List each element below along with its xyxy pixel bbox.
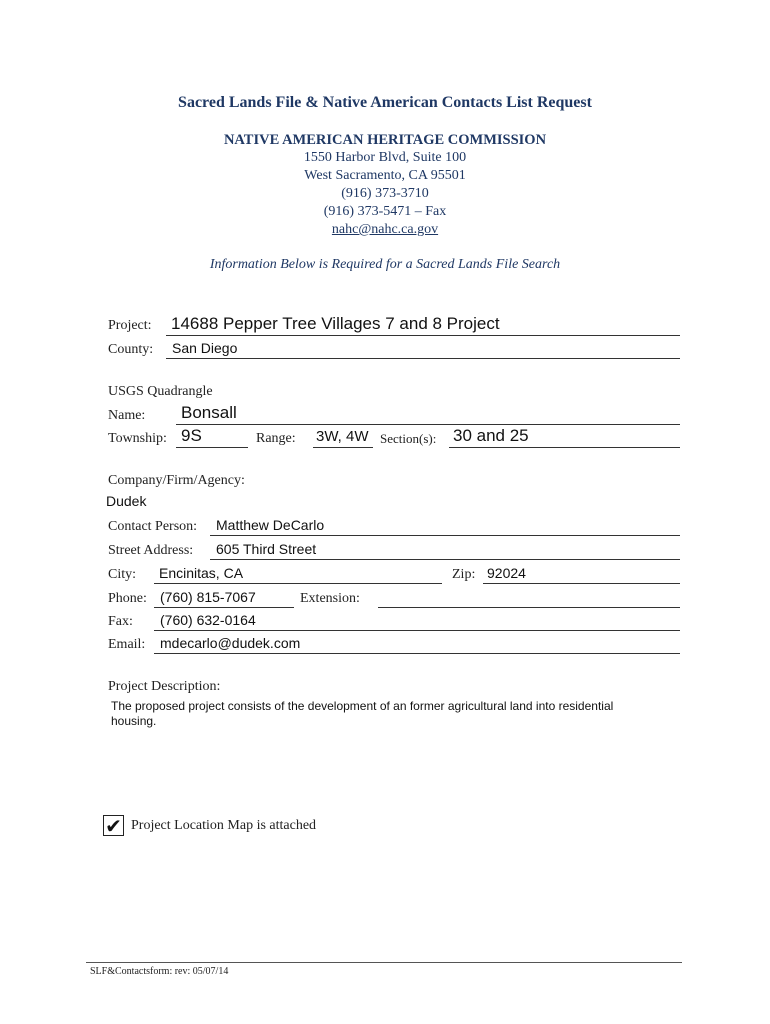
org-address-line1: 1550 Harbor Blvd, Suite 100 <box>303 150 467 165</box>
sections-field[interactable]: 30 and 25 <box>453 426 529 445</box>
company-field[interactable]: Dudek <box>106 493 147 509</box>
description-label: Project Description: <box>108 679 221 694</box>
phone-underline <box>154 607 294 608</box>
county-label: County: <box>108 342 154 357</box>
email-label: Email: <box>108 637 146 652</box>
zip-label: Zip: <box>452 567 476 582</box>
fax-field[interactable]: (760) 632-0164 <box>160 612 256 628</box>
township-field[interactable]: 9S <box>181 426 202 445</box>
email-underline <box>154 653 680 654</box>
footer-revision: SLF&Contactsform: rev: 05/07/14 <box>90 966 229 977</box>
info-note: Information Below is Required for a Sacred Lands File Search <box>209 257 561 272</box>
fax-label: Fax: <box>108 614 133 629</box>
contact-label: Contact Person: <box>108 519 198 534</box>
township-underline <box>176 447 248 448</box>
org-fax: (916) 373-5471 – Fax <box>323 204 447 219</box>
quad-name-label: Name: <box>108 408 146 423</box>
zip-underline <box>483 583 680 584</box>
contact-underline <box>210 535 680 536</box>
org-name: NATIVE AMERICAN HERITAGE COMMISSION <box>223 132 547 148</box>
range-field[interactable]: 3W, 4W <box>316 428 369 445</box>
usgs-label: USGS Quadrangle <box>108 384 213 399</box>
map-attached-label: Project Location Map is attached <box>131 818 317 833</box>
street-label: Street Address: <box>108 543 194 558</box>
org-phone: (916) 373-3710 <box>341 186 429 201</box>
county-underline <box>166 358 680 359</box>
project-field[interactable]: 14688 Pepper Tree Villages 7 and 8 Project <box>171 314 500 333</box>
map-attached-checkbox[interactable] <box>103 815 124 836</box>
project-label: Project: <box>108 318 152 333</box>
city-field[interactable]: Encinitas, CA <box>159 565 244 581</box>
extension-underline <box>378 607 680 608</box>
project-underline <box>166 335 680 336</box>
extension-label: Extension: <box>300 591 360 606</box>
county-field[interactable]: San Diego <box>172 340 238 356</box>
description-field[interactable]: The proposed project consists of the development of an former agricultural land into residential housing. <box>111 699 614 728</box>
checkmark-icon: ✔ <box>105 813 122 838</box>
sections-label: Section(s): <box>380 431 437 446</box>
org-email-link[interactable]: nahc@nahc.ca.gov <box>331 222 439 237</box>
street-field[interactable]: 605 Third Street <box>216 541 317 557</box>
contact-field[interactable]: Matthew DeCarlo <box>216 517 325 533</box>
fax-underline <box>154 630 680 631</box>
org-address-line2: West Sacramento, CA 95501 <box>304 168 466 183</box>
range-underline <box>313 447 373 448</box>
street-underline <box>210 559 680 560</box>
sections-underline <box>449 447 680 448</box>
phone-label: Phone: <box>108 591 147 606</box>
city-underline <box>154 583 442 584</box>
range-label: Range: <box>256 431 296 446</box>
zip-field[interactable]: 92024 <box>487 565 526 581</box>
email-field[interactable]: mdecarlo@dudek.com <box>160 635 301 651</box>
quad-name-underline <box>176 424 680 425</box>
phone-field[interactable]: (760) 815-7067 <box>160 589 256 605</box>
quad-name-field[interactable]: Bonsall <box>181 403 237 422</box>
company-label: Company/Firm/Agency: <box>108 473 245 488</box>
city-label: City: <box>108 567 137 582</box>
footer-rule <box>86 962 682 963</box>
township-label: Township: <box>108 431 167 446</box>
document-title: Sacred Lands File & Native American Contacts List Request <box>178 94 592 111</box>
